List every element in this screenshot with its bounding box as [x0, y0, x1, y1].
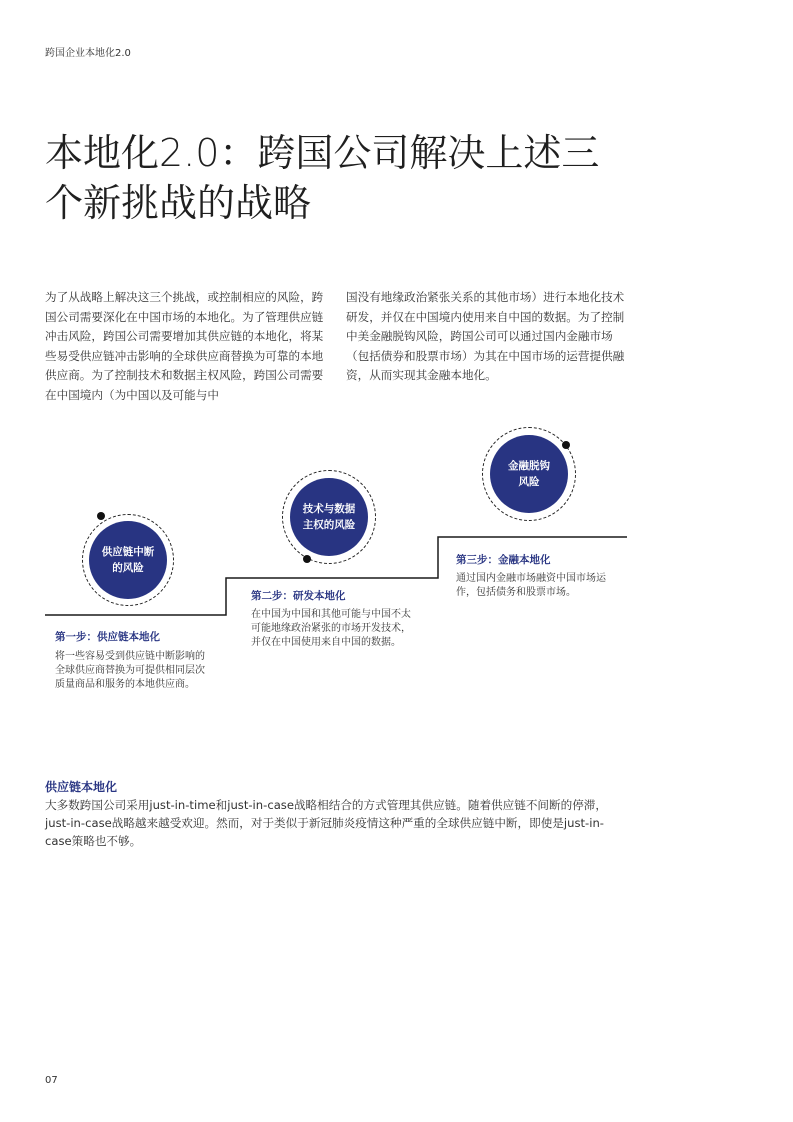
page-number: 07 — [45, 1075, 58, 1086]
risk-2-label-line-2: 主权的风险 — [302, 519, 356, 531]
section-body: 大多数跨国公司采用just-in-time和just-in-case战略相结合的方式管理其供应链。随着供应链不间断的停滞，just-in-case战略越来越受欢迎。然而，对于类似于新冠肺炎疫情这种严重的全球供应链中断，即使是just-in-case策略也不够。 — [45, 798, 607, 848]
intro-column-1: 为了从战略上解决这三个挑战，或控制相应的风险，跨国公司需要深化在中国市场的本地化。为了管理供应链冲击风险，跨国公司需要增加其供应链的本地化，将某些易受供应链冲击影响的全球供应商替换为可靠的本地供应商。为了控制技术和数据主权风险，跨国公司需要在中国境内（为中国以及可能与中 — [45, 290, 324, 402]
risk-1-label-line-2: 的风险 — [112, 562, 144, 574]
section-heading: 供应链本地化 — [45, 780, 118, 794]
risk-2-circle — [290, 478, 368, 556]
step-2-description: 在中国为中国和其他可能与中国不太可能地缘政治紧张的市场开发技术，并仅在中国使用来自中国的数据。 — [251, 609, 411, 648]
risk-3-circle — [490, 435, 568, 513]
step-3-description: 通过国内金融市场融资中国市场运作，包括债务和股票市场。 — [456, 573, 606, 598]
step-2-title: 第二步：研发本地化 — [251, 590, 346, 602]
risk-1-dot — [97, 512, 105, 520]
risk-2-dot — [303, 555, 311, 563]
risk-3-label-line-2: 风险 — [518, 476, 540, 488]
risk-2-label-line-1: 技术与数据 — [302, 503, 356, 515]
page-title — [45, 128, 665, 228]
step-1-description: 将一些容易受到供应链中断影响的全球供应商替换为可提供相同层次质量商品和服务的本地供应商。 — [55, 651, 205, 690]
page-title-line-2: 个新挑战的战略 — [45, 181, 312, 225]
risk-3-label-line-1: 金融脱钩 — [508, 460, 550, 472]
risk-3-dot — [562, 441, 570, 449]
intro-column-2: 国没有地缘政治紧张关系的其他市场）进行本地化技术研发，并仅在中国境内使用来自中国的数据。为了控制中美金融脱钩风险，跨国公司可以通过国内金融市场（包括债券和股票市场）为其在中国市场的运营提供融资，从而实现其金融本地化。 — [346, 290, 625, 382]
running-header: 跨国企业本地化2.0 — [45, 48, 131, 59]
page-title-line-1: 本地化2.0：跨国公司解决上述三 — [45, 131, 600, 175]
step-3-title: 第三步：金融本地化 — [456, 554, 551, 566]
step-1-title: 第一步：供应链本地化 — [55, 631, 160, 643]
risk-1-circle — [89, 521, 167, 599]
risk-1-label-line-1: 供应链中断 — [101, 546, 155, 558]
